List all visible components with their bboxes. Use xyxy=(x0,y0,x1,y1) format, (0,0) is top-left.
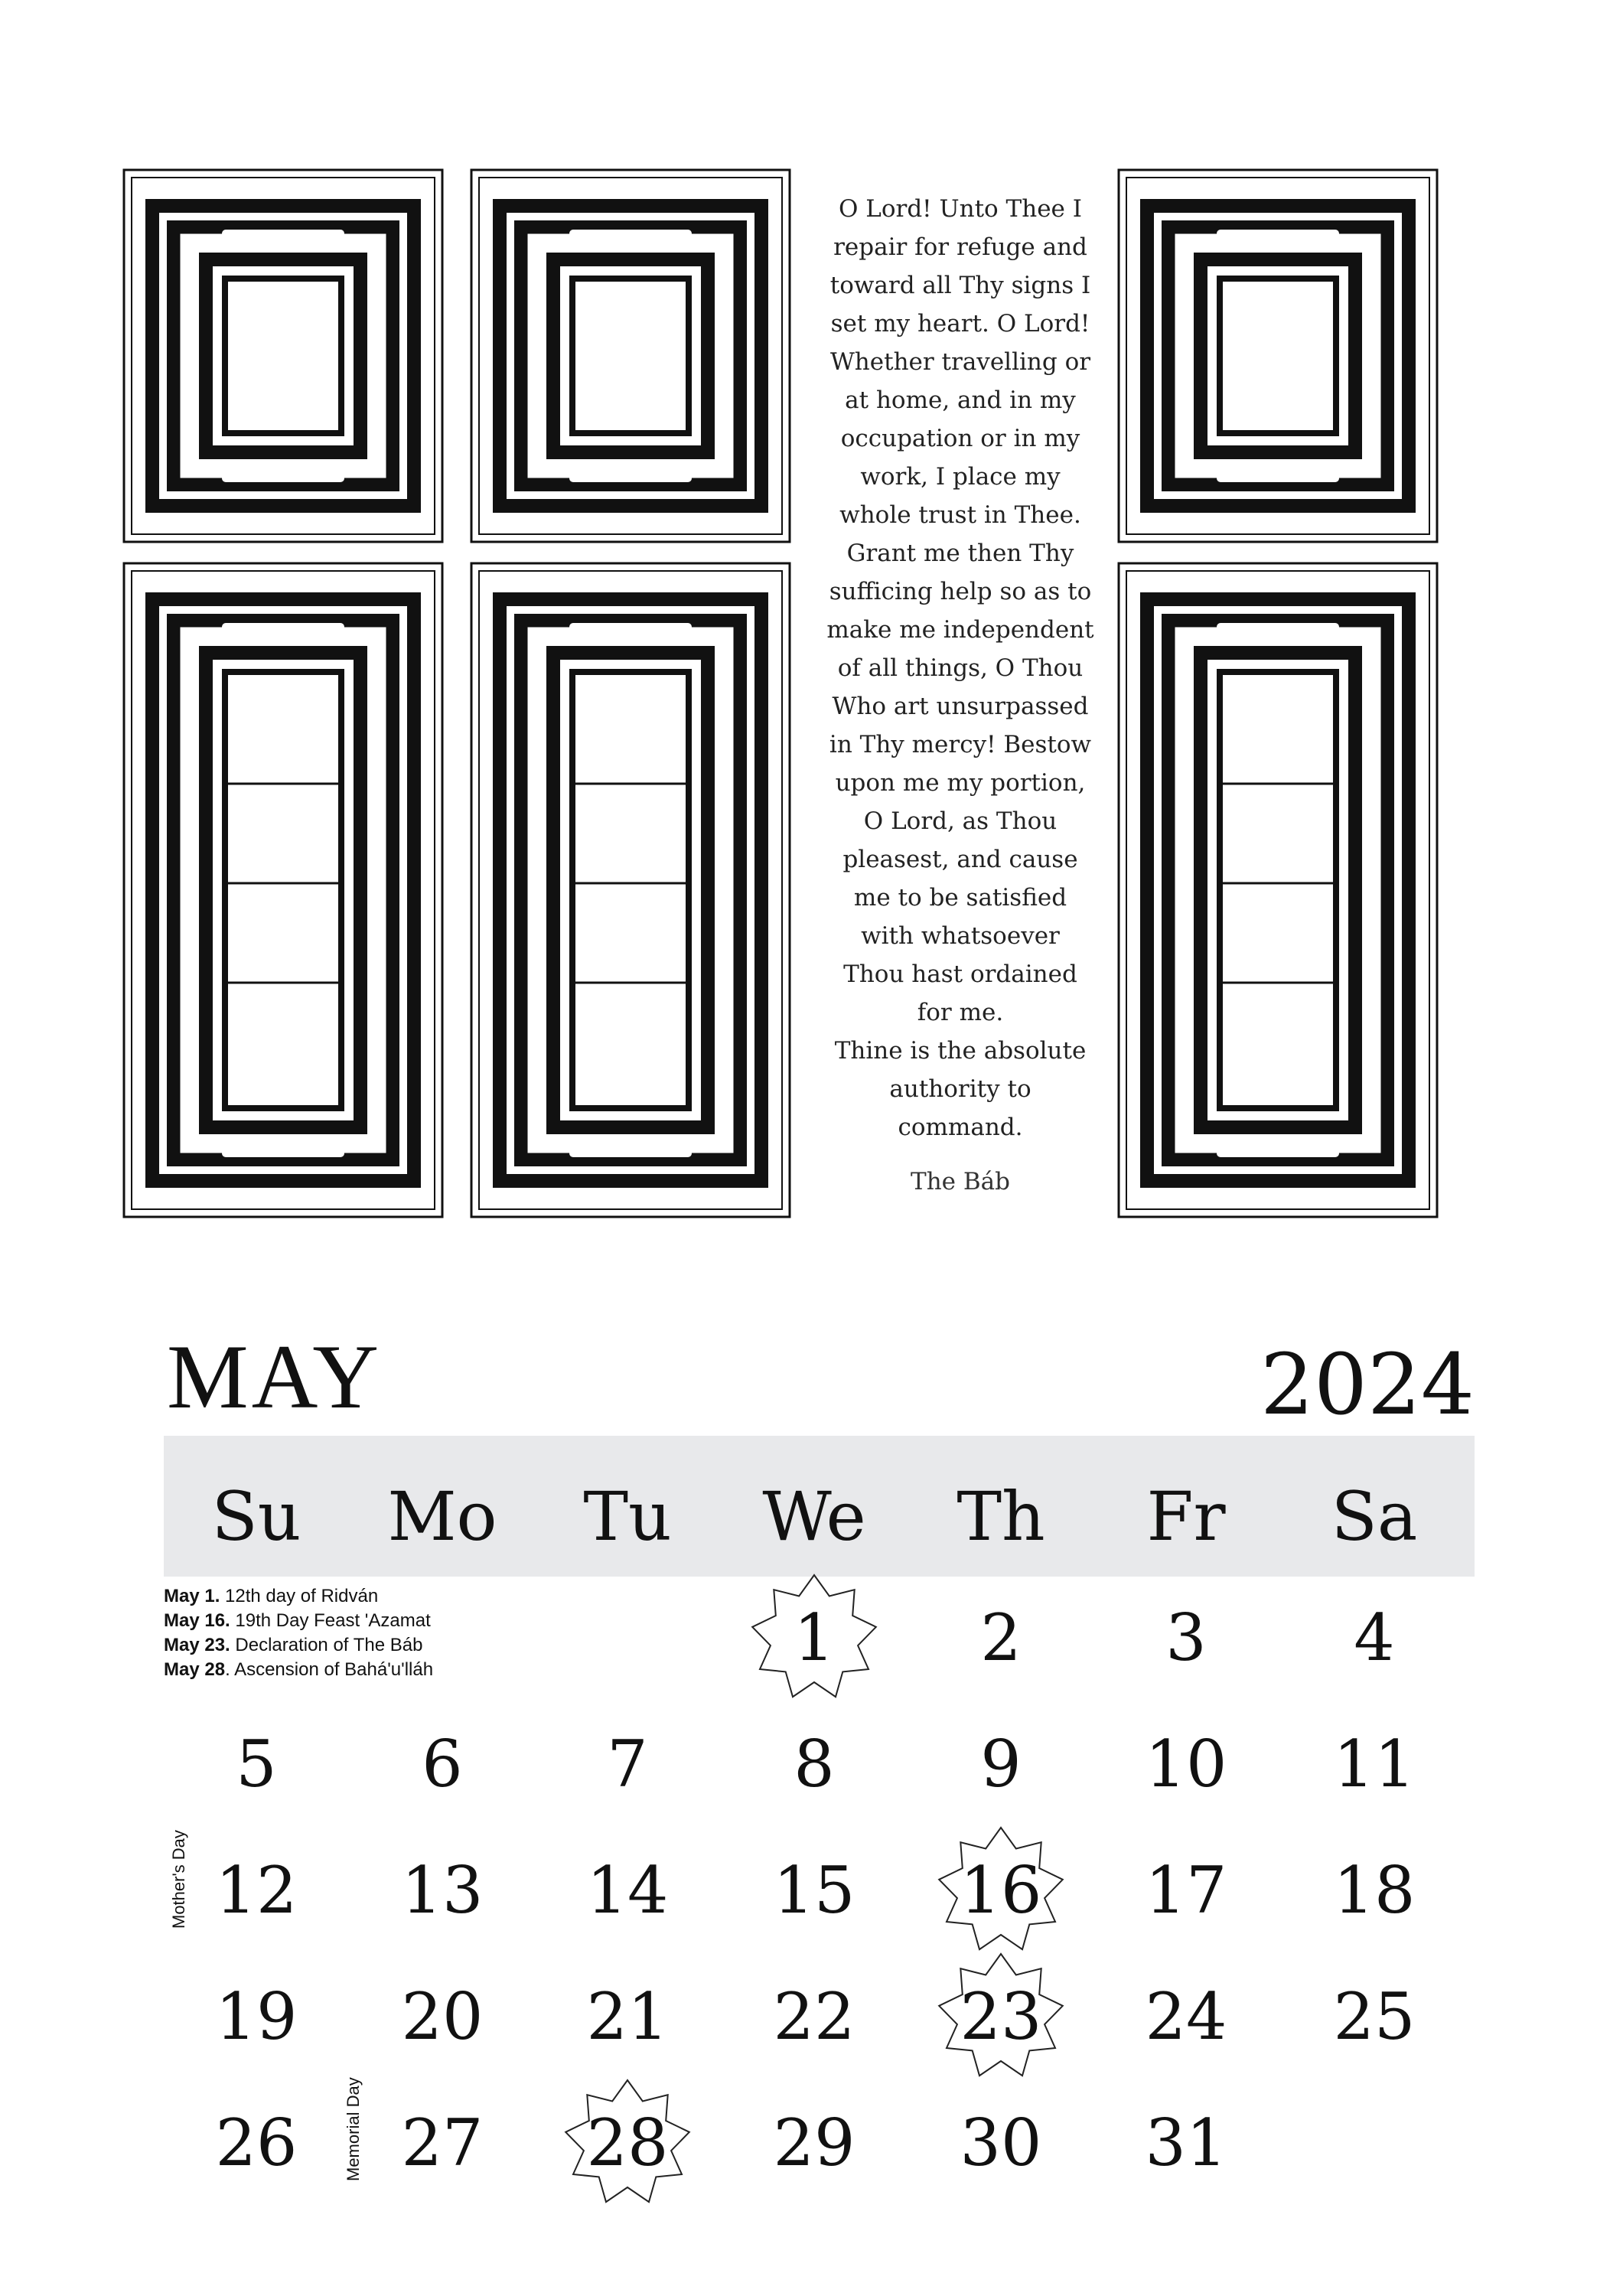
day-cell-20: 20 xyxy=(401,1979,484,2054)
day-cell-15: 15 xyxy=(773,1853,855,1928)
observance-text: 19th Day Feast 'Azamat xyxy=(230,1610,431,1631)
day-cell-2: 2 xyxy=(980,1600,1022,1675)
prayer-line: whole trust in Thee. xyxy=(839,501,1081,529)
prayer-line: authority to xyxy=(889,1075,1031,1103)
day-cell-3: 3 xyxy=(1165,1600,1207,1675)
prayer-line: work, I place my xyxy=(860,463,1061,491)
prayer-line: with whatsoever xyxy=(861,922,1060,950)
ornamental-window-icon xyxy=(1117,562,1439,1218)
day-cell-6: 6 xyxy=(422,1727,463,1802)
day-cell-24: 24 xyxy=(1145,1979,1227,2054)
prayer-line: for me. xyxy=(917,999,1004,1026)
observance-date: May 28 xyxy=(164,1659,226,1680)
window-panel-bottom-3 xyxy=(1117,562,1439,1218)
prayer-line: command. xyxy=(898,1114,1023,1141)
mothers-day-label: Mother's Day xyxy=(169,1830,188,1929)
prayer-line: Thine is the absolute xyxy=(834,1037,1087,1065)
prayer-line: upon me my portion, xyxy=(835,769,1086,797)
day-cell-28: 28 xyxy=(586,2105,669,2180)
prayer-line: repair for refuge and xyxy=(833,233,1087,261)
observance-text: . Ascension of Bahá'u'lláh xyxy=(225,1659,434,1680)
observance-text: 12th day of Ridván xyxy=(220,1586,379,1606)
day-cell-21: 21 xyxy=(586,1979,669,2054)
window-panel-top-3 xyxy=(1117,168,1439,543)
memorial-day-label: Memorial Day xyxy=(344,2077,363,2181)
observance-note xyxy=(164,1658,433,1682)
ornamental-window-icon xyxy=(122,562,444,1218)
ornamental-window-icon xyxy=(470,168,791,543)
year-title: 2024 xyxy=(1260,1336,1475,1433)
day-cell-5: 5 xyxy=(236,1727,277,1802)
prayer-line: of all things, O Thou xyxy=(837,654,1084,682)
ornamental-window-icon xyxy=(1117,168,1439,543)
prayer-line: Who art unsurpassed xyxy=(832,693,1089,720)
prayer-line: O Lord, as Thou xyxy=(863,807,1058,835)
observance-note xyxy=(164,1584,433,1609)
window-panel-top-2 xyxy=(470,168,791,543)
day-cell-29: 29 xyxy=(773,2105,855,2180)
weekday-fr: Fr xyxy=(1146,1477,1226,1556)
prayer-line: toward all Thy signs I xyxy=(829,272,1091,299)
prayer-line: sufficing help so as to xyxy=(829,578,1092,605)
day-cell-25: 25 xyxy=(1333,1979,1416,2054)
prayer-line: at home, and in my xyxy=(845,386,1076,414)
prayer-line: me to be satisfied xyxy=(853,884,1067,912)
observance-text: Declaration of The Báb xyxy=(230,1635,423,1655)
prayer-line: Whether travelling or xyxy=(829,348,1091,376)
month-title: MAY xyxy=(167,1326,383,1427)
weekday-th: Th xyxy=(957,1477,1045,1556)
prayer-line: O Lord! Unto Thee I xyxy=(839,195,1082,223)
observance-date: May 23. xyxy=(164,1635,230,1655)
prayer-line: Grant me then Thy xyxy=(846,540,1074,567)
observance-note xyxy=(164,1633,433,1658)
observance-note xyxy=(164,1609,433,1633)
weekday-mo: Mo xyxy=(387,1477,497,1556)
day-cell-13: 13 xyxy=(401,1853,484,1928)
day-cell-7: 7 xyxy=(607,1727,648,1802)
day-cell-4: 4 xyxy=(1354,1600,1395,1675)
weekday-tu: Tu xyxy=(583,1477,672,1556)
prayer-line: Thou hast ordained xyxy=(843,960,1077,988)
day-cell-12: 12 xyxy=(215,1853,298,1928)
day-cell-8: 8 xyxy=(794,1727,835,1802)
prayer-text xyxy=(796,190,1125,1146)
ornamental-window-icon xyxy=(122,168,444,543)
day-cell-18: 18 xyxy=(1333,1853,1416,1928)
day-cell-31: 31 xyxy=(1145,2105,1227,2180)
window-panel-bottom-2 xyxy=(470,562,791,1218)
day-cell-16: 16 xyxy=(960,1853,1042,1928)
window-panel-top-1 xyxy=(122,168,444,543)
observances-list xyxy=(164,1584,433,1682)
day-cell-27: 27 xyxy=(401,2105,484,2180)
prayer-line: in Thy mercy! Bestow xyxy=(829,731,1092,758)
prayer-author: The Báb xyxy=(911,1168,1010,1195)
day-cell-26: 26 xyxy=(215,2105,298,2180)
weekday-su: Su xyxy=(211,1477,301,1556)
day-cell-17: 17 xyxy=(1145,1853,1227,1928)
prayer-line: pleasest, and cause xyxy=(842,846,1078,873)
day-cell-11: 11 xyxy=(1333,1727,1416,1802)
window-panel-bottom-1 xyxy=(122,562,444,1218)
day-cell-10: 10 xyxy=(1145,1727,1227,1802)
day-cell-22: 22 xyxy=(773,1979,855,2054)
day-cell-23: 23 xyxy=(960,1979,1042,2054)
day-cell-1: 1 xyxy=(794,1600,835,1675)
prayer-line: occupation or in my xyxy=(840,425,1080,452)
day-cell-19: 19 xyxy=(215,1979,298,2054)
prayer-line: make me independent xyxy=(826,616,1094,644)
weekday-sa: Sa xyxy=(1331,1477,1418,1556)
prayer-line: set my heart. O Lord! xyxy=(830,310,1090,338)
day-cell-30: 30 xyxy=(960,2105,1042,2180)
ornamental-window-icon xyxy=(470,562,791,1218)
weekday-we: We xyxy=(762,1477,866,1556)
day-cell-9: 9 xyxy=(980,1727,1022,1802)
observance-date: May 16. xyxy=(164,1610,230,1631)
day-cell-14: 14 xyxy=(586,1853,669,1928)
observance-date: May 1. xyxy=(164,1586,220,1606)
